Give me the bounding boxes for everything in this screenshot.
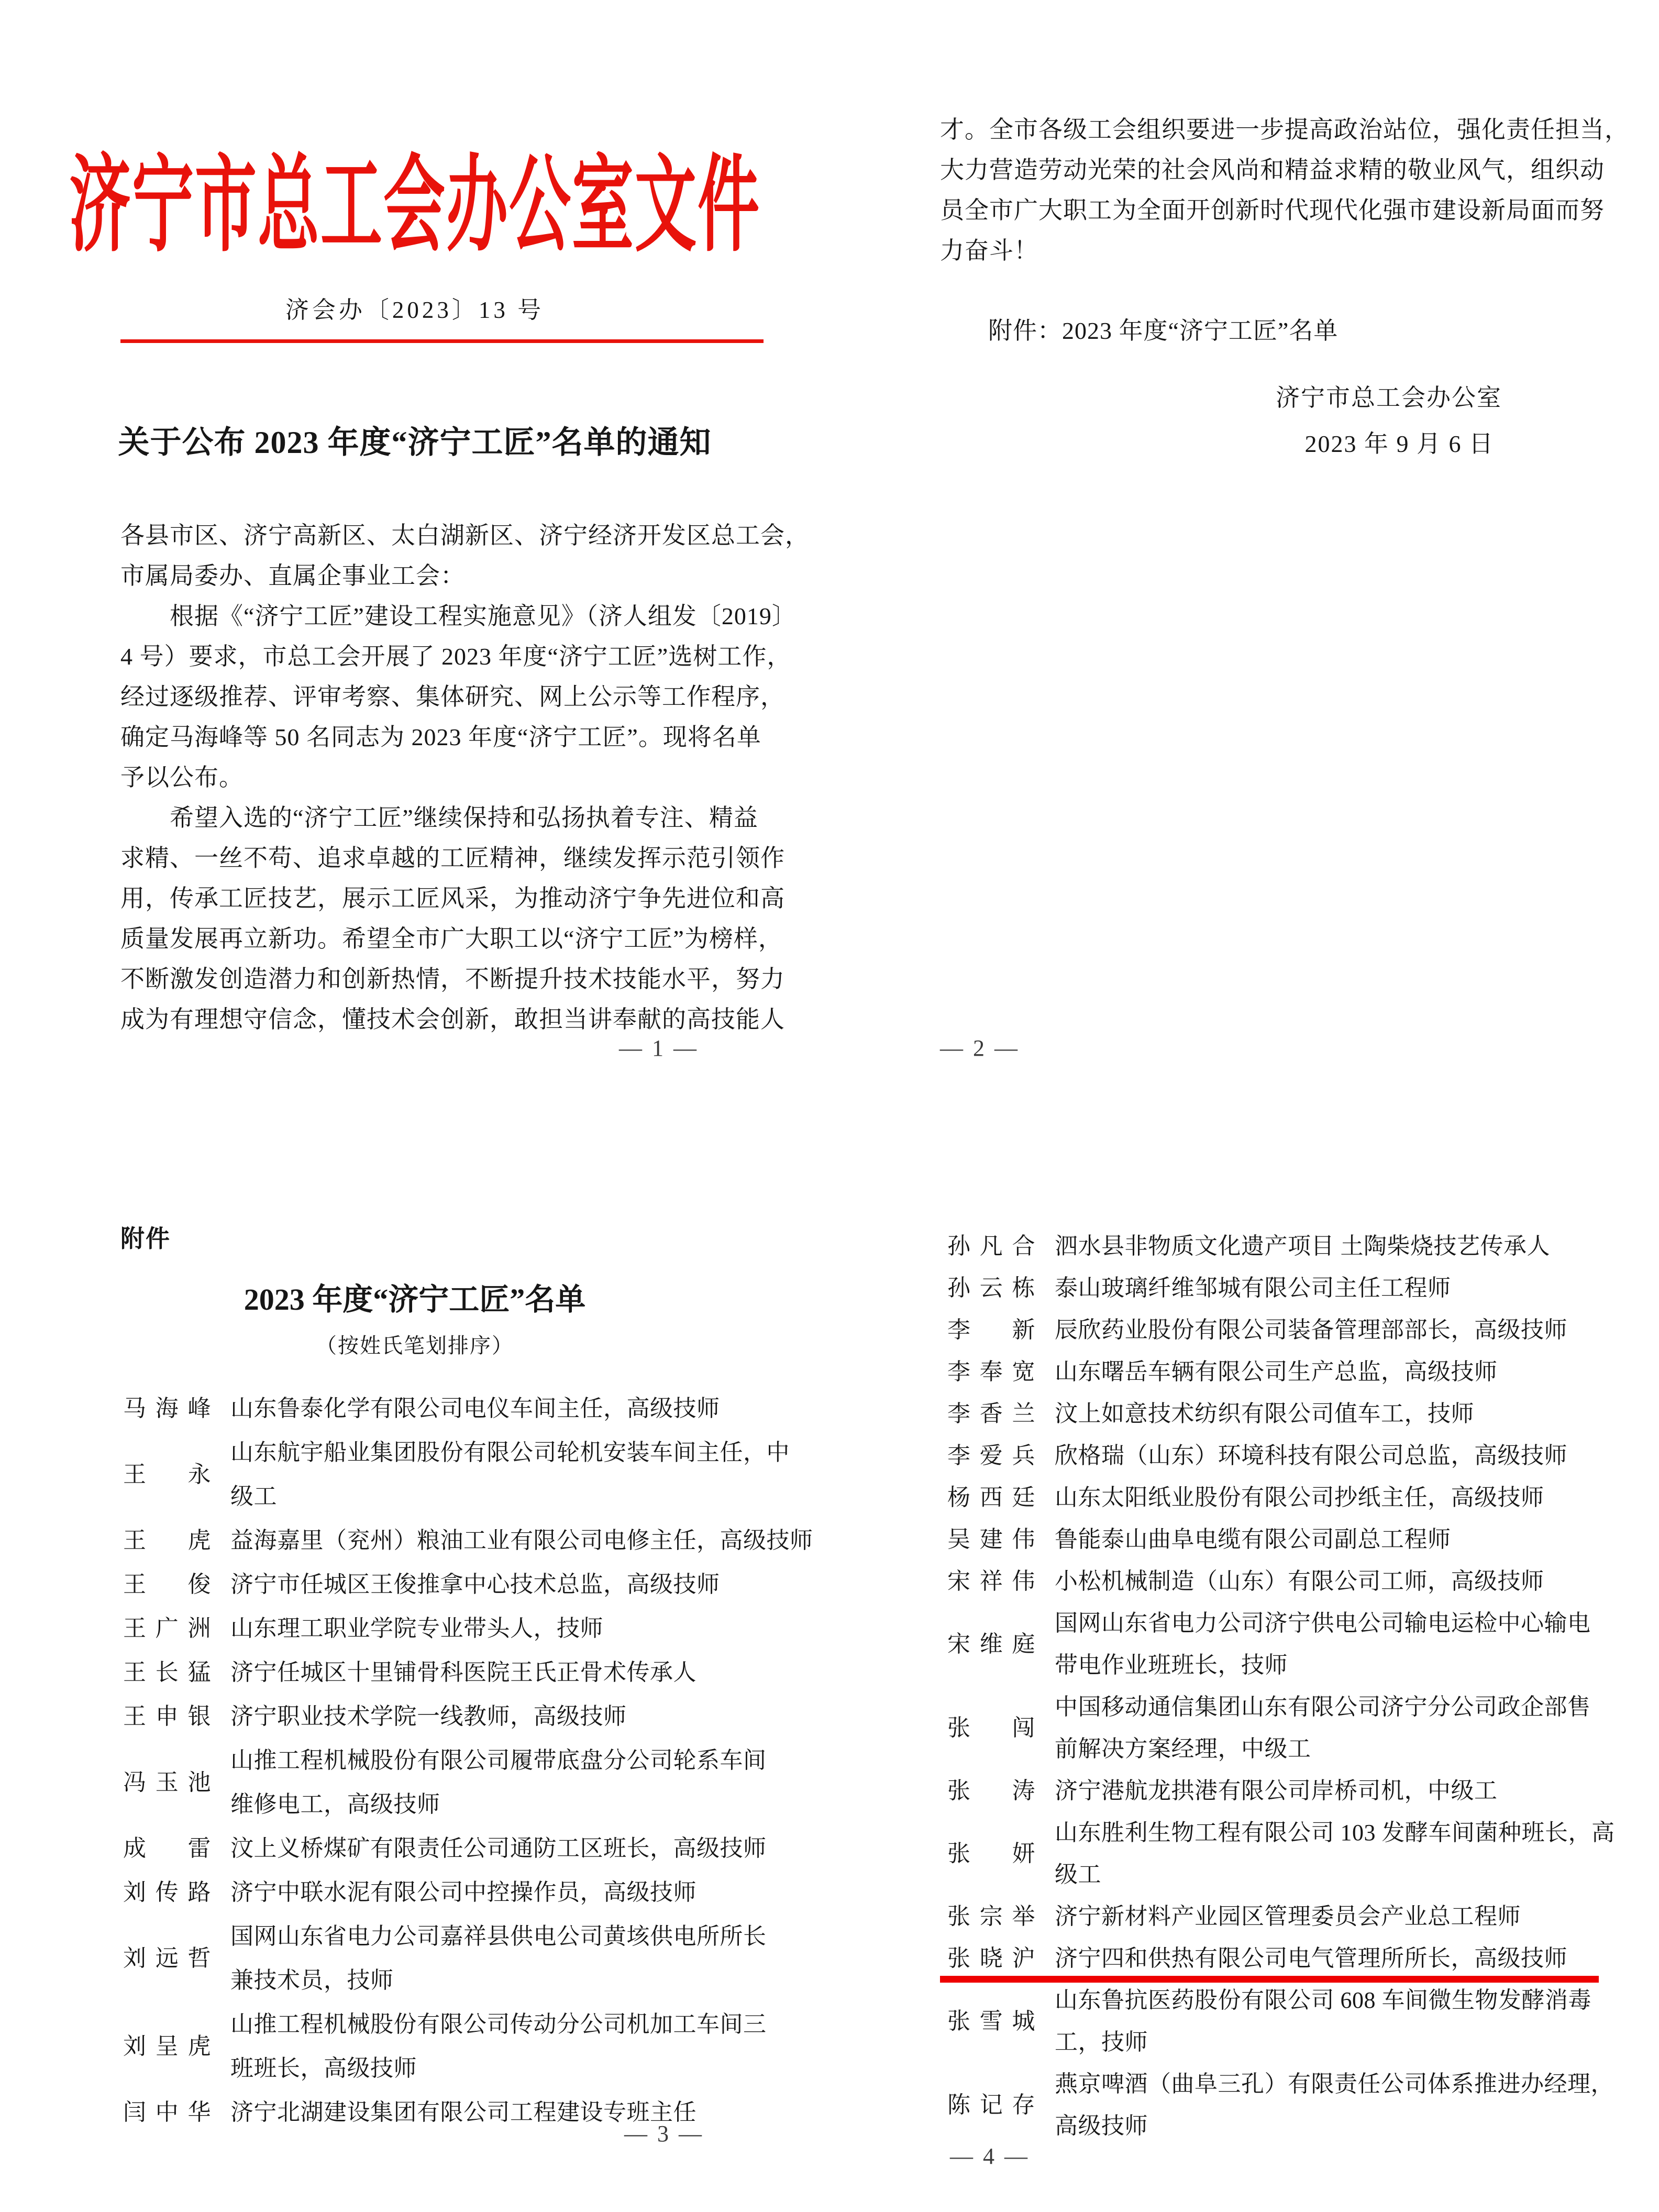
body-line: 求精、一丝不苟、追求卓越的工匠精神，继续发挥示范引领作 <box>120 845 785 871</box>
laureate-name: 成 雷 <box>123 1835 211 1861</box>
laureate-desc: 山东理工职业学院专业带头人，技师 <box>230 1616 603 1641</box>
list-item <box>123 1519 813 1563</box>
body-line: 希望入选的“济宁工匠”继续保持和弘扬执着专注、精益 <box>120 804 758 831</box>
laureate-name: 李香兰 <box>947 1401 1035 1426</box>
laureate-desc: 小松机械制造（山东）有限公司工师，高级技师 <box>1055 1568 1544 1594</box>
attachment-label: 附件 <box>120 1225 171 1252</box>
laureate-desc: 济宁任城区十里铺骨科医院王氏正骨术传承人 <box>230 1660 696 1685</box>
page-number-1: — 1 — <box>619 1035 699 1061</box>
body-line: 确定马海峰等 50 名同志为 2023 年度“济宁工匠”。现将名单 <box>120 724 761 750</box>
laureate-desc: 级工 <box>1055 1862 1101 1887</box>
laureate-name: 王 永 <box>123 1462 211 1487</box>
laureate-name: 张晓沪 <box>947 1945 1035 1971</box>
list-item <box>947 1519 1597 1561</box>
list-item <box>123 1387 767 1431</box>
laureate-desc: 兼技术员，技师 <box>230 1967 394 1993</box>
laureate-desc: 维修电工，高级技师 <box>230 1791 440 1817</box>
laureate-name: 刘呈虎 <box>123 2033 211 2059</box>
laureate-desc: 带电作业班班长，技师 <box>1055 1652 1288 1678</box>
laureate-desc: 济宁市任城区王俊推拿中心技术总监，高级技师 <box>230 1572 720 1597</box>
laureate-name: 张 涛 <box>947 1778 1035 1804</box>
laureate-desc: 山东曙岳车辆有限公司生产总监，高级技师 <box>1055 1359 1498 1385</box>
body-line: 经过逐级推荐、评审考察、集体研究、网上公示等工作程序， <box>120 683 785 710</box>
laureate-desc: 济宁四和供热有限公司电气管理所所长，高级技师 <box>1055 1945 1567 1971</box>
notice-body <box>120 515 810 1039</box>
laureate-name: 吴建伟 <box>947 1527 1035 1552</box>
laureate-name: 王 虎 <box>123 1528 211 1553</box>
body-line: 根据《“济宁工匠”建设工程实施意见》（济人组发〔2019〕 <box>120 603 797 629</box>
page-3 <box>0 1106 830 2212</box>
laureate-name: 李 新 <box>947 1317 1035 1343</box>
laureate-desc: 汶上如意技术纺织有限公司值车工，技师 <box>1055 1401 1474 1426</box>
laureate-desc: 级工 <box>230 1484 277 1509</box>
laureate-desc: 工，技师 <box>1055 2029 1148 2055</box>
laureate-desc: 中国移动通信集团山东有限公司济宁分公司政企部售 <box>1055 1694 1591 1720</box>
laureate-name: 孙云栋 <box>947 1275 1035 1301</box>
laureate-name: 王申银 <box>123 1704 211 1729</box>
list-item <box>947 2063 1614 2147</box>
laureate-desc: 山东胜利生物工程有限公司 103 发酵车间菌种班长，高 <box>1055 1820 1615 1845</box>
laureate-name: 王 俊 <box>123 1572 211 1597</box>
laureate-name: 杨西廷 <box>947 1485 1035 1510</box>
list-item <box>947 1896 1597 1938</box>
list-item <box>123 1915 767 2003</box>
laureate-list-page3 <box>123 1387 813 2134</box>
laureate-desc: 国网山东省电力公司济宁供电公司输电运检中心输电 <box>1055 1610 1591 1636</box>
list-item <box>123 1651 767 1695</box>
laureate-name: 李爱兵 <box>947 1443 1035 1468</box>
laureate-name: 张 闯 <box>947 1715 1035 1741</box>
laureate-desc: 国网山东省电力公司嘉祥县供电公司黄垓供电所所长 <box>230 1923 767 1949</box>
laureate-desc: 前解决方案经理，中级工 <box>1055 1736 1311 1762</box>
list-item <box>947 1770 1597 1812</box>
issue-date: 2023 年 9 月 6 日 <box>1304 430 1494 457</box>
list-item <box>947 1351 1597 1393</box>
body-line: 才。全市各级工会组织要进一步提高政治站位，强化责任担当， <box>940 116 1629 143</box>
red-divider-rule <box>120 339 764 343</box>
body-line: 4 号）要求，市总工会开展了 2023 年度“济宁工匠”选树工作， <box>120 643 792 670</box>
list-item <box>123 1431 790 1519</box>
laureate-name: 闫中华 <box>123 2099 211 2125</box>
body-line: 予以公布。 <box>120 764 244 791</box>
list-title: 2023 年度“济宁工匠”名单 <box>244 1282 586 1317</box>
letterhead-title: 济宁市总工会办公室文件 <box>69 148 760 264</box>
body-line: 市属局委办、直属企事业工会： <box>120 562 465 589</box>
attachment-reference: 附件：2023 年度“济宁工匠”名单 <box>988 317 1339 344</box>
laureate-name: 宋维庭 <box>947 1631 1035 1657</box>
list-item <box>123 1871 767 1915</box>
list-item <box>123 1563 767 1607</box>
page-number-3: — 3 — <box>624 2121 704 2147</box>
laureate-desc: 班班长，高级技师 <box>230 2055 417 2081</box>
laureate-name: 冯玉池 <box>123 1769 211 1795</box>
laureate-desc: 辰欣药业股份有限公司装备管理部部长，高级技师 <box>1055 1317 1567 1343</box>
list-item <box>947 1225 1597 1267</box>
page-number-4: — 4 — <box>950 2143 1030 2169</box>
laureate-desc: 汶上义桥煤矿有限责任公司通防工区班长，高级技师 <box>230 1835 767 1861</box>
body-line: 不断激发创造潜力和创新热情，不断提升技术技能水平，努力 <box>120 966 785 992</box>
laureate-desc: 济宁新材料产业园区管理委员会产业总工程师 <box>1055 1904 1521 1929</box>
laureate-name: 刘传路 <box>123 1879 211 1905</box>
laureate-desc: 鲁能泰山曲阜电缆有限公司副总工程师 <box>1055 1527 1451 1552</box>
list-item <box>123 1607 767 1651</box>
notice-body-continued <box>940 109 1629 271</box>
list-item <box>947 1686 1597 1770</box>
laureate-desc: 山东航宇船业集团股份有限公司轮机安装车间主任，中 <box>230 1440 790 1465</box>
page-4 <box>830 1106 1659 2212</box>
laureate-name: 张雪城 <box>947 2008 1035 2034</box>
laureate-desc: 山推工程机械股份有限公司传动分公司机加工车间三 <box>230 2011 767 2037</box>
laureate-desc: 济宁北湖建设集团有限公司工程建设专班主任 <box>230 2099 696 2125</box>
list-item <box>123 1695 767 1739</box>
laureate-name: 李奉宽 <box>947 1359 1035 1385</box>
laureate-desc: 山东鲁抗医药股份有限公司 608 车间微生物发酵消毒 <box>1055 1987 1591 2013</box>
laureate-desc: 济宁中联水泥有限公司中控操作员，高级技师 <box>230 1879 696 1905</box>
list-item <box>947 1602 1597 1686</box>
laureate-name: 孙凡合 <box>947 1233 1035 1259</box>
list-item <box>947 1477 1597 1519</box>
list-item <box>947 1309 1597 1351</box>
laureate-name: 张 妍 <box>947 1841 1035 1866</box>
list-item <box>947 1393 1597 1435</box>
notice-title: 关于公布 2023 年度“济宁工匠”名单的通知 <box>118 425 712 460</box>
list-subtitle: （按姓氏笔划排序） <box>316 1334 514 1357</box>
body-line: 成为有理想守信念，懂技术会创新，敢担当讲奉献的高技能人 <box>120 1006 785 1033</box>
list-item <box>947 1267 1597 1309</box>
body-line: 质量发展再立新功。希望全市广大职工以“济宁工匠”为榜样， <box>120 925 783 952</box>
list-item <box>947 1812 1615 1896</box>
list-item <box>947 1435 1597 1477</box>
laureate-desc: 欣格瑞（山东）环境科技有限公司总监，高级技师 <box>1055 1443 1567 1468</box>
page-2 <box>830 0 1659 1106</box>
body-line: 用，传承工匠技艺，展示工匠风采，为推动济宁争先进位和高 <box>120 885 785 912</box>
body-line: 大力营造劳动光荣的社会风尚和精益求精的敬业风气，组织动 <box>940 157 1605 183</box>
laureate-desc: 泰山玻璃纤维邹城有限公司主任工程师 <box>1055 1275 1451 1301</box>
laureate-desc: 高级技师 <box>1055 2113 1148 2139</box>
laureate-desc: 山东鲁泰化学有限公司电仪车间主任，高级技师 <box>230 1396 720 1421</box>
laureate-list-page4 <box>947 1225 1615 2147</box>
laureate-desc: 济宁职业技术学院一线教师，高级技师 <box>230 1704 627 1729</box>
page-number-2: — 2 — <box>940 1035 1020 1061</box>
list-item-highlighted <box>947 1938 1597 1979</box>
body-line: 员全市广大职工为全面开创新时代现代化强市建设新局面而努 <box>940 197 1605 224</box>
laureate-name: 陈记存 <box>947 2092 1035 2118</box>
laureate-name: 王广洲 <box>123 1616 211 1641</box>
laureate-name: 王长猛 <box>123 1660 211 1685</box>
list-item <box>123 2003 767 2091</box>
laureate-desc: 泗水县非物质文化遗产项目 土陶柴烧技艺传承人 <box>1055 1233 1550 1259</box>
list-item <box>123 1827 767 1871</box>
laureate-desc: 山推工程机械股份有限公司履带底盘分公司轮系车间 <box>230 1748 767 1773</box>
body-line: 力奋斗！ <box>940 237 1038 264</box>
laureate-desc: 益海嘉里（兖州）粮油工业有限公司电修主任，高级技师 <box>230 1528 813 1553</box>
laureate-name: 张宗举 <box>947 1904 1035 1929</box>
laureate-name: 刘远哲 <box>123 1945 211 1971</box>
issuing-office: 济宁市总工会办公室 <box>1276 384 1502 411</box>
laureate-desc: 山东太阳纸业股份有限公司抄纸主任，高级技师 <box>1055 1485 1544 1510</box>
page-1 <box>0 0 830 1106</box>
body-line: 各县市区、济宁高新区、太白湖新区、济宁经济开发区总工会， <box>120 522 810 549</box>
list-item <box>947 1979 1597 2063</box>
letterhead <box>0 148 830 264</box>
laureate-desc: 燕京啤酒（曲阜三孔）有限责任公司体系推进办经理， <box>1055 2071 1614 2097</box>
laureate-name: 宋祥伟 <box>947 1568 1035 1594</box>
laureate-name: 马海峰 <box>123 1396 211 1421</box>
list-item <box>123 1739 767 1827</box>
laureate-desc: 济宁港航龙拱港有限公司岸桥司机，中级工 <box>1055 1778 1498 1804</box>
list-item <box>947 1561 1597 1602</box>
document-number: 济会办〔2023〕13 号 <box>285 297 545 323</box>
